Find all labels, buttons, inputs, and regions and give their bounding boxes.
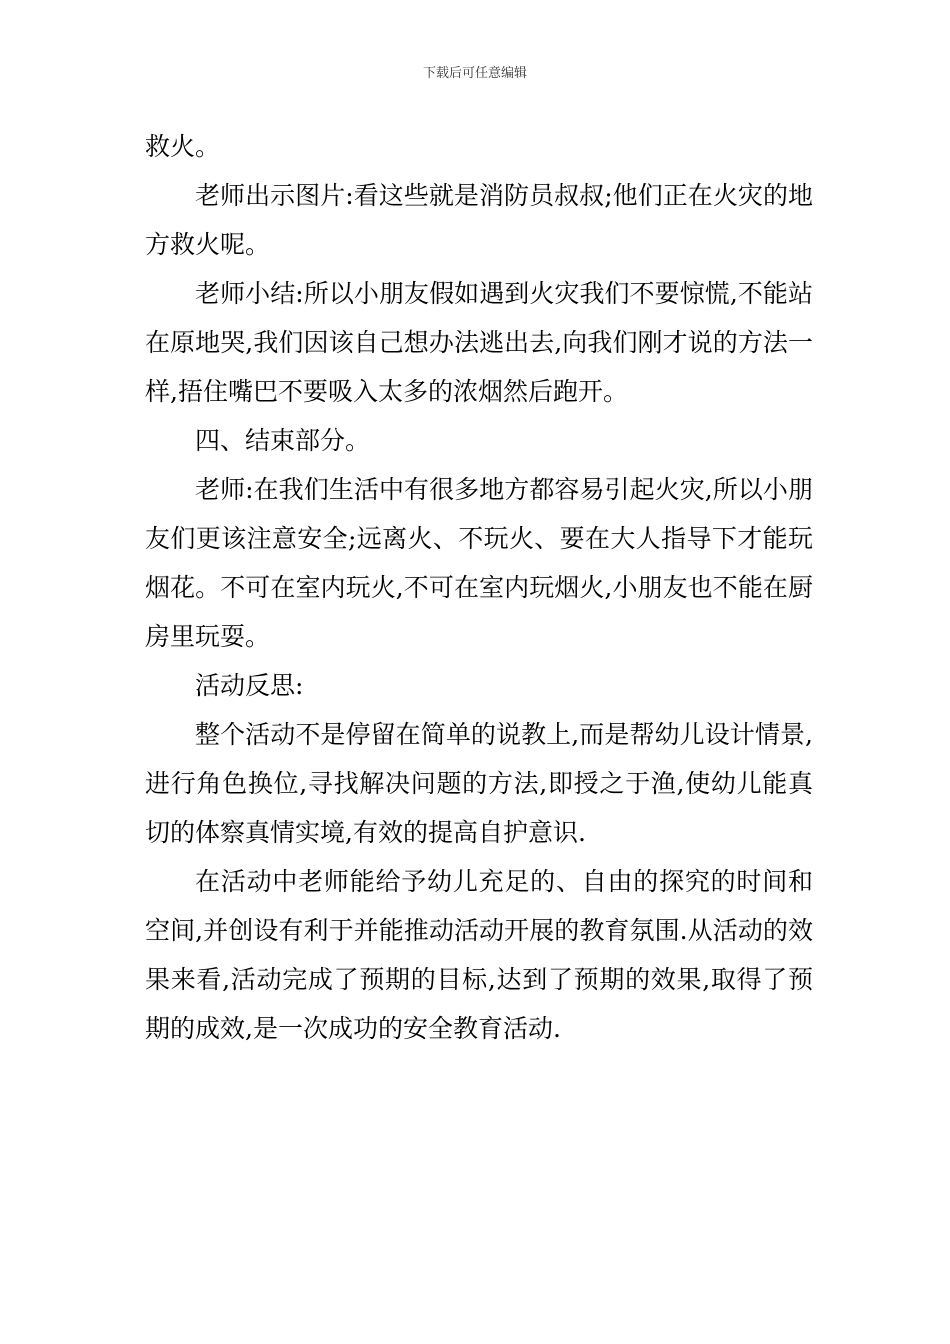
document-body — [145, 122, 813, 1053]
paragraph-teacher-summary: 老师小结:所以小朋友假如遇到火灾我们不要惊慌,不能站在原地哭,我们因该自己想办法逃出去,向我们刚才说的方法一样,捂住嘴巴不要吸入太多的浓烟然后跑开。 — [145, 279, 813, 406]
section-heading-ending: 四、结束部分。 — [195, 426, 371, 455]
paragraph-reflection-1: 整个活动不是停留在简单的说教上,而是帮幼儿设计情景,进行角色换位,寻找解决问题的方法,即授之于渔,使幼儿能真切的体察真情实境,有效的提高自护意识. — [145, 720, 813, 847]
paragraph-reflection-2: 在活动中老师能给予幼儿充足的、自由的探究的时间和空间,并创设有利于并能推动活动开展的教育氛围.从活动的效果来看,活动完成了预期的目标,达到了预期的效果,取得了预期的成效,是一次成功的安全教育活动. — [145, 867, 813, 1043]
paragraph-teacher-safety: 老师:在我们生活中有很多地方都容易引起火灾,所以小朋友们更该注意安全;远离火、不玩火、要在大人指导下才能玩烟花。不可在室内玩火,不可在室内玩烟火,小朋友也不能在厨房里玩耍。 — [145, 475, 813, 651]
section-heading-reflection: 活动反思: — [195, 671, 304, 700]
paragraph-teacher-shows-picture: 老师出示图片:看这些就是消防员叔叔;他们正在火灾的地方救火呢。 — [145, 181, 813, 259]
page-header: 下载后可任意编辑 — [422, 66, 527, 81]
paragraph-continuation: 救火。 — [145, 132, 221, 161]
